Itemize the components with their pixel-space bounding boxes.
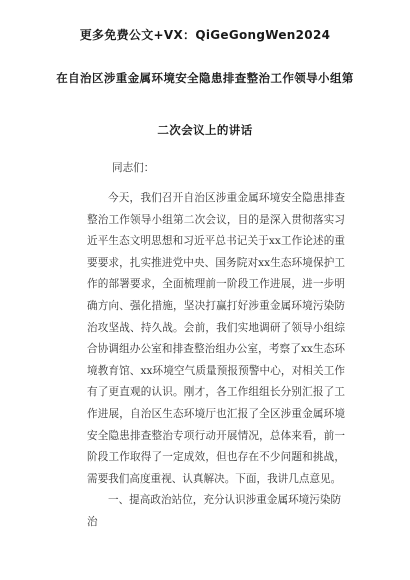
body-paragraph-2: 一、提高政治站位，充分认识涉重金属环境污染防治: [87, 494, 342, 528]
salutation: 同志们：: [112, 162, 155, 174]
document-header: 更多免费公文+VX：QiGeGongWen2024: [79, 28, 331, 42]
document-title-line-2: 二次会议上的讲话: [157, 123, 253, 137]
document-title-line-1: 在自治区涉重金属环境安全隐患排查整治工作领导小组第: [56, 71, 354, 85]
body-paragraph-1: 今天，我们召开自治区涉重金属环境安全隐患排查整治工作领导小组第二次会议，目的是深入贯彻落实习近平生态文明思想和习近平总书记关于xx工作论述的重要要求，扎实推进党中央、国务院对xx生态环境保护工作的部署要求，全面梳理前一阶段工作进展，进一步明确方向、强化措施，坚决打赢打好涉重金属环境污染防治攻坚战、持久战。会前，我们实地调研了领导小组综合协调组办公室和排查整治组办公室，考察了xx生态环境教育馆、xx环境空气质量预报预警中心，对相关工作有了更直观的认识。刚才，各工作组组长分别汇报了工作进展，自治区生态环境厅也汇报了全区涉重金属环境安全隐患排查整治专项行动开展情况，总体来看，前一阶段工作取得了一定成效，但也存在不少问题和挑战，需要我们高度重视、认真解决。下面，我讲几点意见。: [87, 192, 345, 485]
